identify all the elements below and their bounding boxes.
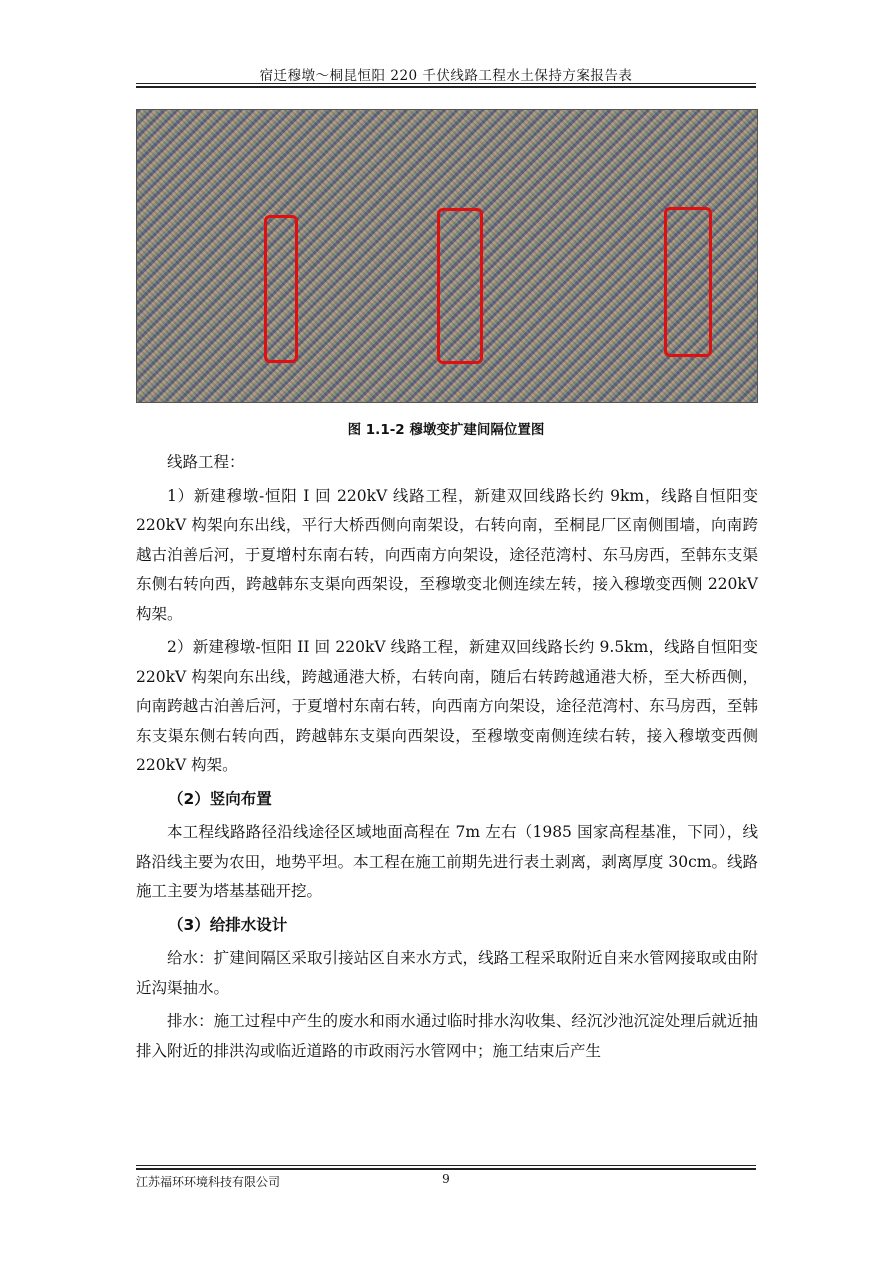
bay-marker-right — [664, 207, 712, 357]
route-paragraph-2: 2）新建穆墩-恒阳 II 回 220kV 线路工程，新建双回线路长约 9.5km，线路自恒阳变 220kV 构架向东出线，跨越通港大桥，右转向南，随后右转跨越通港大桥，至大桥西侧，向南跨越古泊善后河，于夏增村东南右转，向西南方向架设，途径范湾村、东马房西，至韩东支渠东侧右转向西，跨越韩东支渠向西架设，至穆墩变南侧连续右转，接入穆墩变西侧 220kV 构架。 — [136, 638, 758, 774]
section-heading-vertical-layout: （2）竖向布置 — [168, 789, 272, 808]
route-label: 线路工程： — [167, 453, 245, 471]
footer-rule-thick — [136, 1168, 756, 1170]
water-supply-paragraph: 给水：扩建间隔区采取引接站区自来水方式，线路工程采取附近自来水管网接取或由附近沟渠抽水。 — [136, 949, 758, 997]
route-paragraph-1: 1）新建穆墩-恒阳 I 回 220kV 线路工程，新建双回线路长约 9km，线路自恒阳变 220kV 构架向东出线，平行大桥西侧向南架设，右转向南，至桐昆厂区南侧围墙，向南跨越古泊善后河，于夏增村东南右转，向西南方向架设，途径范湾村、东马房西，至韩东支渠东侧右转向西，跨越韩东支渠向西架设，至穆墩变北侧连续左转，接入穆墩变西侧 220kV 构架。 — [136, 486, 758, 623]
footer-rule-thin — [136, 1165, 756, 1166]
bay-marker-left — [264, 215, 298, 363]
section-heading-water-design: （3）给排水设计 — [168, 915, 288, 934]
vertical-layout-paragraph: 本工程线路路径沿线途径区域地面高程在 7m 左右（1985 国家高程基准，下同），线路沿线主要为农田，地势平坦。本工程在施工前期先进行表土剥离，剥离厚度 30cm。线路施工主要为塔基基础开挖。 — [136, 823, 758, 900]
aerial-map-image — [136, 109, 758, 403]
page-number: 9 — [442, 1172, 450, 1186]
footer-company: 江苏福环环境科技有限公司 — [136, 1175, 281, 1189]
header-rule-thin — [136, 83, 756, 84]
bay-marker-middle — [437, 208, 483, 364]
header-rule-thick — [136, 86, 756, 88]
figure-caption: 图 1.1-2 穆墩变扩建间隔位置图 — [347, 422, 545, 438]
page-header-title: 宿迁穆墩～桐昆恒阳 220 千伏线路工程水土保持方案报告表 — [259, 68, 633, 84]
body-content — [136, 448, 758, 1070]
drainage-paragraph: 排水：施工过程中产生的废水和雨水通过临时排水沟收集、经沉沙池沉淀处理后就近抽排入附近的排洪沟或临近道路的市政雨污水管网中；施工结束后产生 — [136, 1012, 758, 1060]
